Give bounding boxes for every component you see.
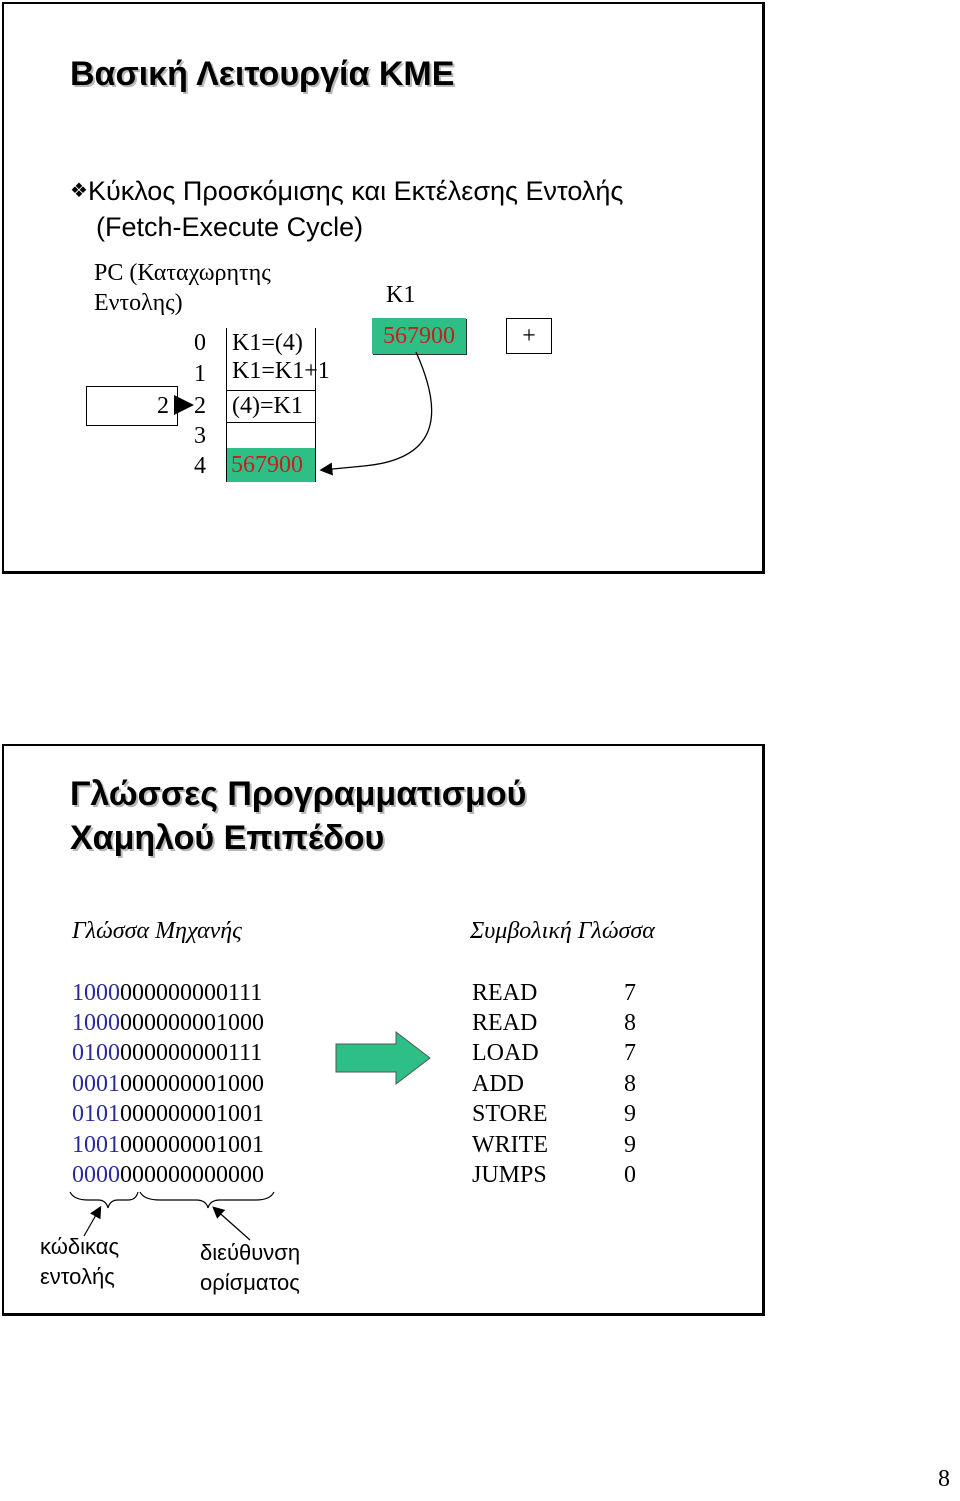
address-2: 2 <box>194 393 206 419</box>
pc-label-line-2: Εντολης) <box>94 290 183 316</box>
slide1-title: Βασική Λειτουργία ΚΜΕ <box>70 55 455 93</box>
symbolic-row: WRITE <box>472 1132 548 1158</box>
register-k1-label: K1 <box>386 282 416 308</box>
address-3: 3 <box>194 423 206 449</box>
operand-value: 7 <box>624 1040 636 1066</box>
address-pointer <box>214 1208 250 1240</box>
address-0: 0 <box>194 330 206 356</box>
slide-low-level-languages <box>2 744 765 1316</box>
opcode-brace <box>70 1192 138 1208</box>
slide-fetch-execute <box>2 2 765 574</box>
symbolic-row: JUMPS <box>472 1162 547 1188</box>
machine-code-row: 0000000000000000 <box>72 1162 264 1188</box>
symbolic-row: READ <box>472 980 538 1006</box>
machine-code-row: 0001000000001000 <box>72 1071 264 1097</box>
pc-value: 2 <box>157 393 169 419</box>
caption-opcode-line-1: κώδικας <box>40 1234 120 1259</box>
slide2-title-line-1: Γλώσσες Προγραμματισμού <box>70 775 527 813</box>
operand-value: 9 <box>624 1132 636 1158</box>
bullet-line-1: ❖Κύκλος Προσκόμισης και Εκτέλεσης Εντολής <box>70 176 624 206</box>
machine-code-row: 1000000000001000 <box>72 1010 264 1036</box>
diamond-bullet-icon: ❖ <box>70 180 88 202</box>
symbolic-row: READ <box>472 1010 538 1036</box>
memory-cell-4: 567900 <box>227 448 315 482</box>
machine-code-row: 1000000000000111 <box>72 980 263 1006</box>
symbolic-row: STORE <box>472 1101 548 1127</box>
address-1: 1 <box>194 361 206 387</box>
opcode-pointer <box>84 1208 100 1236</box>
memory-cell-0: K1=(4) <box>232 330 303 356</box>
alu-symbol: + <box>522 323 536 349</box>
address-4: 4 <box>194 453 206 479</box>
fetch-arrows <box>4 4 764 574</box>
operand-value: 0 <box>624 1162 636 1188</box>
caption-opcode-line-2: εντολής <box>40 1264 115 1289</box>
operand-value: 9 <box>624 1101 636 1127</box>
caption-address-line-1: διεύθυνση <box>200 1240 301 1265</box>
operand-value: 7 <box>624 980 636 1006</box>
address-brace <box>140 1192 274 1208</box>
page-number: 8 <box>938 1466 950 1492</box>
machine-code-row: 0100000000000111 <box>72 1040 263 1066</box>
memory-cell-1: K1=K1+1 <box>232 358 330 384</box>
field-braces <box>4 746 764 1316</box>
machine-code-row: 1001000000001001 <box>72 1132 264 1158</box>
pc-label-line-1: PC (Καταχωρητης <box>94 260 271 286</box>
operand-value: 8 <box>624 1010 636 1036</box>
symbolic-row: LOAD <box>472 1040 539 1066</box>
symbolic-row: ADD <box>472 1071 524 1097</box>
symbolic-language-header: Συμβολική Γλώσσα <box>470 918 655 944</box>
register-to-memory-arrow <box>322 352 432 470</box>
slide2-title-line-2: Χαμηλού Επιπέδου <box>70 819 385 857</box>
memory-cell-2: (4)=K1 <box>232 393 303 419</box>
register-k1-value: 567900 <box>372 318 466 354</box>
machine-code-row: 0101000000001001 <box>72 1101 264 1127</box>
bullet-line-2: (Fetch-Execute Cycle) <box>96 212 364 242</box>
operand-value: 8 <box>624 1071 636 1097</box>
caption-address-line-2: ορίσματος <box>200 1270 300 1295</box>
machine-language-header: Γλώσσα Μηχανής <box>72 918 242 944</box>
